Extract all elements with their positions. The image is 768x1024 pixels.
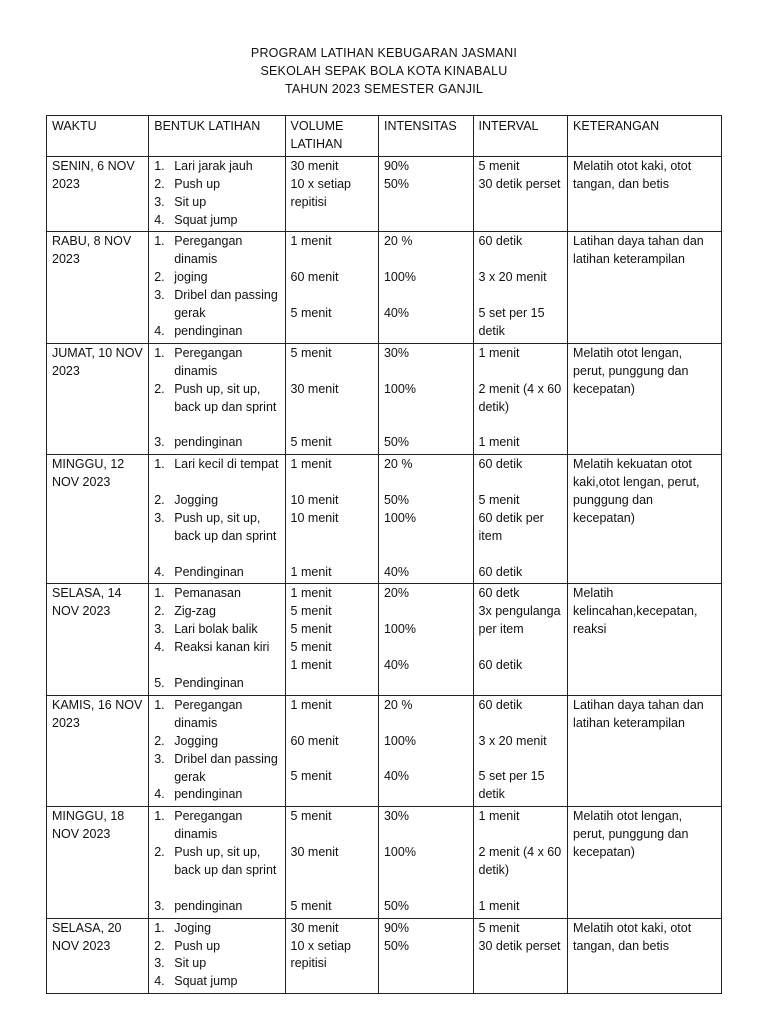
exercise-label: Peregangan dinamis <box>174 809 243 842</box>
exercise-list <box>154 920 279 992</box>
table-header-row <box>47 116 722 157</box>
volume-value: 60 menit <box>290 733 339 748</box>
intensity-value: 30% <box>383 809 410 824</box>
cell-bentuk-latihan <box>149 232 285 343</box>
exercise-item <box>154 898 279 916</box>
intensity-value: 100% <box>383 270 416 285</box>
exercise-item <box>154 287 279 323</box>
exercise-number: 1. <box>154 345 165 360</box>
exercise-item <box>154 585 279 603</box>
exercise-label: Squat jump <box>174 974 238 989</box>
exercise-number: 2. <box>154 845 165 860</box>
volume-value: 10 x setiap repitisi <box>290 176 352 209</box>
exercise-number: 4. <box>154 564 165 579</box>
intensity-value: 50% <box>383 435 410 450</box>
cell-bentuk-latihan <box>149 156 285 232</box>
cell-keterangan: Latihan daya tahan dan latihan keterampilan <box>568 695 722 806</box>
column-header-keterangan: KETERANGAN <box>568 116 722 157</box>
cell-volume-latihan <box>285 695 378 806</box>
table-row <box>47 918 722 994</box>
volume-value: 60 menit <box>290 270 339 285</box>
exercise-list <box>154 345 279 452</box>
exercise-item <box>154 492 279 510</box>
exercise-number: 3. <box>154 435 165 450</box>
exercise-number: 2. <box>154 492 165 507</box>
exercise-label: Jogging <box>174 733 219 748</box>
exercise-label: Lari bolak balik <box>174 622 258 637</box>
interval-value: 60 detik per item <box>478 510 544 543</box>
exercise-label: Push up, sit up, back up dan sprint <box>174 510 277 543</box>
exercise-label: Push up, sit up, back up dan sprint <box>174 845 277 877</box>
volume-value: 30 menit <box>290 845 339 860</box>
intensity-value: 90% <box>383 920 410 935</box>
interval-value: 60 detik <box>478 457 523 472</box>
interval-value: 60 detik <box>478 697 523 712</box>
table-row <box>47 232 722 343</box>
exercise-item <box>154 434 279 452</box>
interval-value: 3 x 20 menit <box>478 270 547 285</box>
column-header-waktu: WAKTU <box>47 116 149 157</box>
exercise-list <box>154 233 279 340</box>
cell-keterangan: Latihan daya tahan dan latihan keterampilan <box>568 232 722 343</box>
exercise-item <box>154 323 279 341</box>
cell-waktu: SENIN, 6 NOV 2023 <box>47 156 149 232</box>
cell-interval <box>473 232 568 343</box>
exercise-number: 3. <box>154 956 165 971</box>
exercise-label: Push up <box>174 938 221 953</box>
interval-value: 2 menit (4 x 60 detik) <box>478 845 562 877</box>
interval-value: 5 menit <box>478 492 520 507</box>
intensity-value: 20 % <box>383 697 413 712</box>
cell-waktu: MINGGU, 12 NOV 2023 <box>47 455 149 584</box>
exercise-number: 2. <box>154 176 165 191</box>
cell-bentuk-latihan <box>149 807 285 918</box>
exercise-number: 1. <box>154 158 165 173</box>
intensity-value: 50% <box>383 938 410 953</box>
cell-keterangan: Melatih otot lengan, perut, punggung dan kecepatan) <box>568 343 722 454</box>
intensity-value: 50% <box>383 176 410 191</box>
exercise-item <box>154 697 279 733</box>
cell-interval <box>473 918 568 994</box>
interval-value: 30 detik perset <box>478 938 561 953</box>
volume-value: 5 menit <box>290 622 332 637</box>
exercise-number: 5. <box>154 675 165 690</box>
interval-value: 3x pengulanga per item <box>478 604 561 637</box>
intensity-value: 40% <box>383 564 410 579</box>
cell-bentuk-latihan <box>149 455 285 584</box>
exercise-label: Dribel dan passing gerak <box>174 751 278 784</box>
exercise-item <box>154 194 279 212</box>
column-header-interval: INTERVAL <box>473 116 568 157</box>
exercise-label: Pendinginan <box>174 675 244 690</box>
interval-value: 60 detk <box>478 586 520 601</box>
cell-bentuk-latihan <box>149 695 285 806</box>
exercise-label: Zig-zag <box>174 604 216 619</box>
exercise-item <box>154 938 279 956</box>
exercise-item <box>154 808 279 844</box>
intensity-value: 100% <box>383 845 416 860</box>
intensity-value: 40% <box>383 658 410 673</box>
cell-intensitas <box>378 584 473 695</box>
exercise-label: joging <box>174 270 208 285</box>
exercise-number: 1. <box>154 920 165 935</box>
table-row <box>47 156 722 232</box>
exercise-item <box>154 639 279 657</box>
exercise-label: Dribel dan passing gerak <box>174 288 278 321</box>
intensity-value: 90% <box>383 158 410 173</box>
exercise-label: Squat jump <box>174 212 238 227</box>
column-header-bentuk-latihan: BENTUK LATIHAN <box>149 116 285 157</box>
cell-bentuk-latihan <box>149 343 285 454</box>
exercise-item <box>154 675 279 693</box>
exercise-number: 4. <box>154 787 165 802</box>
exercise-label: Jogging <box>174 492 219 507</box>
cell-interval <box>473 156 568 232</box>
exercise-label: Peregangan dinamis <box>174 234 243 267</box>
exercise-number: 4. <box>154 974 165 989</box>
interval-value: 5 menit <box>478 158 520 173</box>
semester-label: TAHUN 2023 SEMESTER GANJIL <box>284 82 484 96</box>
interval-value: 5 set per 15 detik <box>478 769 545 802</box>
volume-value: 30 menit <box>290 381 339 396</box>
cell-keterangan: Melatih otot kaki, otot tangan, dan betis <box>568 156 722 232</box>
exercise-number: 1. <box>154 234 165 249</box>
volume-value: 10 x setiap repitisi <box>290 938 352 971</box>
intensity-value: 40% <box>383 306 410 320</box>
exercise-item <box>154 269 279 287</box>
cell-interval <box>473 584 568 695</box>
exercise-label: Sit up <box>174 194 207 209</box>
interval-value: 1 menit <box>478 435 520 450</box>
cell-intensitas <box>378 156 473 232</box>
cell-bentuk-latihan <box>149 584 285 695</box>
cell-bentuk-latihan <box>149 918 285 994</box>
exercise-number: 3. <box>154 288 165 303</box>
exercise-number: 1. <box>154 697 165 712</box>
intensity-value: 40% <box>383 769 410 784</box>
intensity-value: 20 % <box>383 457 413 472</box>
interval-value: 3 x 20 menit <box>478 733 547 748</box>
cell-intensitas <box>378 232 473 343</box>
interval-value: 5 menit <box>478 920 520 935</box>
table-row <box>47 584 722 695</box>
cell-intensitas <box>378 918 473 994</box>
cell-intensitas <box>378 695 473 806</box>
exercise-item <box>154 603 279 621</box>
exercise-label: Reaksi kanan kiri <box>174 640 270 655</box>
exercise-number: 3. <box>154 194 165 209</box>
exercise-list <box>154 456 279 581</box>
document-header <box>0 44 768 98</box>
volume-value: 5 menit <box>290 306 332 320</box>
volume-value: 5 menit <box>290 604 332 619</box>
exercise-item <box>154 844 279 880</box>
cell-interval <box>473 343 568 454</box>
exercise-number: 1. <box>154 586 165 601</box>
exercise-item <box>154 345 279 381</box>
cell-waktu: SELASA, 20 NOV 2023 <box>47 918 149 994</box>
column-header-volume-latihan: VOLUME LATIHAN <box>285 116 378 157</box>
interval-value: 60 detik <box>478 564 523 579</box>
volume-value: 1 menit <box>290 564 332 579</box>
cell-intensitas <box>378 343 473 454</box>
interval-value: 60 detik <box>478 234 523 249</box>
exercise-list <box>154 158 279 230</box>
exercise-list <box>154 697 279 804</box>
volume-value: 5 menit <box>290 435 332 450</box>
intensity-value: 100% <box>383 733 416 748</box>
exercise-item <box>154 733 279 751</box>
volume-value: 5 menit <box>290 898 332 913</box>
volume-value: 1 menit <box>290 658 332 673</box>
exercise-label: Push up <box>174 176 221 191</box>
cell-waktu: RABU, 8 NOV 2023 <box>47 232 149 343</box>
interval-value: 1 menit <box>478 345 520 360</box>
exercise-item <box>154 158 279 176</box>
column-header-intensitas: INTENSITAS <box>378 116 473 157</box>
interval-value: 1 menit <box>478 809 520 824</box>
exercise-label: Peregangan dinamis <box>174 345 243 378</box>
exercise-number: 4. <box>154 212 165 227</box>
volume-value: 10 menit <box>290 492 339 507</box>
volume-value: 1 menit <box>290 457 332 472</box>
table-row <box>47 695 722 806</box>
cell-volume-latihan <box>285 807 378 918</box>
cell-volume-latihan <box>285 232 378 343</box>
exercise-item <box>154 786 279 804</box>
exercise-item <box>154 456 279 474</box>
exercise-number: 1. <box>154 809 165 824</box>
exercise-item <box>154 381 279 417</box>
exercise-label: Sit up <box>174 956 207 971</box>
cell-keterangan: Melatih kekuatan otot kaki,otot lengan, perut, punggung dan kecepatan) <box>568 455 722 584</box>
volume-value: 1 menit <box>290 697 332 712</box>
cell-interval <box>473 455 568 584</box>
document-title: PROGRAM LATIHAN KEBUGARAN JASMANI <box>250 46 518 60</box>
cell-waktu: MINGGU, 18 NOV 2023 <box>47 807 149 918</box>
exercise-item <box>154 176 279 194</box>
volume-value: 5 menit <box>290 769 332 784</box>
training-program-table <box>46 115 722 994</box>
exercise-number: 4. <box>154 323 165 338</box>
exercise-label: Joging <box>174 920 212 935</box>
exercise-label: Pendinginan <box>174 564 244 579</box>
table-row <box>47 455 722 584</box>
cell-volume-latihan <box>285 584 378 695</box>
volume-value: 5 menit <box>290 345 332 360</box>
exercise-label: Lari kecil di tempat <box>174 457 279 472</box>
exercise-number: 2. <box>154 270 165 285</box>
exercise-item <box>154 955 279 973</box>
exercise-item <box>154 510 279 546</box>
cell-waktu: KAMIS, 16 NOV 2023 <box>47 695 149 806</box>
intensity-value: 30% <box>383 345 410 360</box>
volume-value: 30 menit <box>290 158 339 173</box>
cell-volume-latihan <box>285 156 378 232</box>
exercise-item <box>154 920 279 938</box>
exercise-number: 1. <box>154 457 165 472</box>
exercise-item <box>154 621 279 639</box>
exercise-number: 2. <box>154 604 165 619</box>
exercise-number: 2. <box>154 733 165 748</box>
exercise-label: pendinginan <box>174 323 243 338</box>
exercise-label: Push up, sit up, back up dan sprint <box>174 381 277 414</box>
table-row <box>47 807 722 918</box>
cell-volume-latihan <box>285 343 378 454</box>
cell-interval <box>473 807 568 918</box>
volume-value: 30 menit <box>290 920 339 935</box>
table-row <box>47 343 722 454</box>
cell-intensitas <box>378 807 473 918</box>
exercise-number: 4. <box>154 640 165 655</box>
exercise-number: 3. <box>154 622 165 637</box>
exercise-list <box>154 585 279 692</box>
intensity-value: 50% <box>383 898 410 913</box>
exercise-label: Peregangan dinamis <box>174 697 243 730</box>
exercise-item <box>154 233 279 269</box>
interval-value: 2 menit (4 x 60 detik) <box>478 381 562 414</box>
intensity-value: 100% <box>383 510 416 525</box>
volume-value: 1 menit <box>290 234 332 249</box>
exercise-number: 3. <box>154 751 165 766</box>
exercise-item <box>154 212 279 230</box>
intensity-value: 100% <box>383 381 416 396</box>
exercise-number: 2. <box>154 381 165 396</box>
cell-waktu: SELASA, 14 NOV 2023 <box>47 584 149 695</box>
exercise-label: pendinginan <box>174 435 243 450</box>
interval-value: 1 menit <box>478 898 520 913</box>
cell-intensitas <box>378 455 473 584</box>
intensity-value: 50% <box>383 492 410 507</box>
exercise-number: 3. <box>154 898 165 913</box>
exercise-label: Lari jarak jauh <box>174 158 253 173</box>
intensity-value: 20 % <box>383 234 413 249</box>
exercise-label: pendinginan <box>174 787 243 802</box>
exercise-number: 3. <box>154 510 165 525</box>
cell-waktu: JUMAT, 10 NOV 2023 <box>47 343 149 454</box>
volume-value: 1 menit <box>290 586 332 601</box>
cell-volume-latihan <box>285 455 378 584</box>
cell-keterangan: Melatih otot lengan, perut, punggung dan kecepatan) <box>568 807 722 918</box>
exercise-label: pendinginan <box>174 898 243 913</box>
intensity-value: 100% <box>383 622 416 637</box>
interval-value: 60 detik <box>478 658 523 673</box>
exercise-item <box>154 564 279 582</box>
volume-value: 5 menit <box>290 640 332 655</box>
cell-keterangan: Melatih otot kaki, otot tangan, dan betis <box>568 918 722 994</box>
intensity-value: 20% <box>383 586 410 601</box>
exercise-item <box>154 973 279 991</box>
cell-interval <box>473 695 568 806</box>
cell-volume-latihan <box>285 918 378 994</box>
interval-value: 5 set per 15 detik <box>478 306 545 338</box>
interval-value: 30 detik perset <box>478 176 561 191</box>
exercise-label: Pemanasan <box>174 586 241 601</box>
school-name: SEKOLAH SEPAK BOLA KOTA KINABALU <box>260 64 508 78</box>
exercise-item <box>154 751 279 787</box>
cell-keterangan: Melatih kelincahan,kecepatan, reaksi <box>568 584 722 695</box>
exercise-list <box>154 808 279 915</box>
volume-value: 10 menit <box>290 510 339 525</box>
volume-value: 5 menit <box>290 809 332 824</box>
exercise-number: 2. <box>154 938 165 953</box>
